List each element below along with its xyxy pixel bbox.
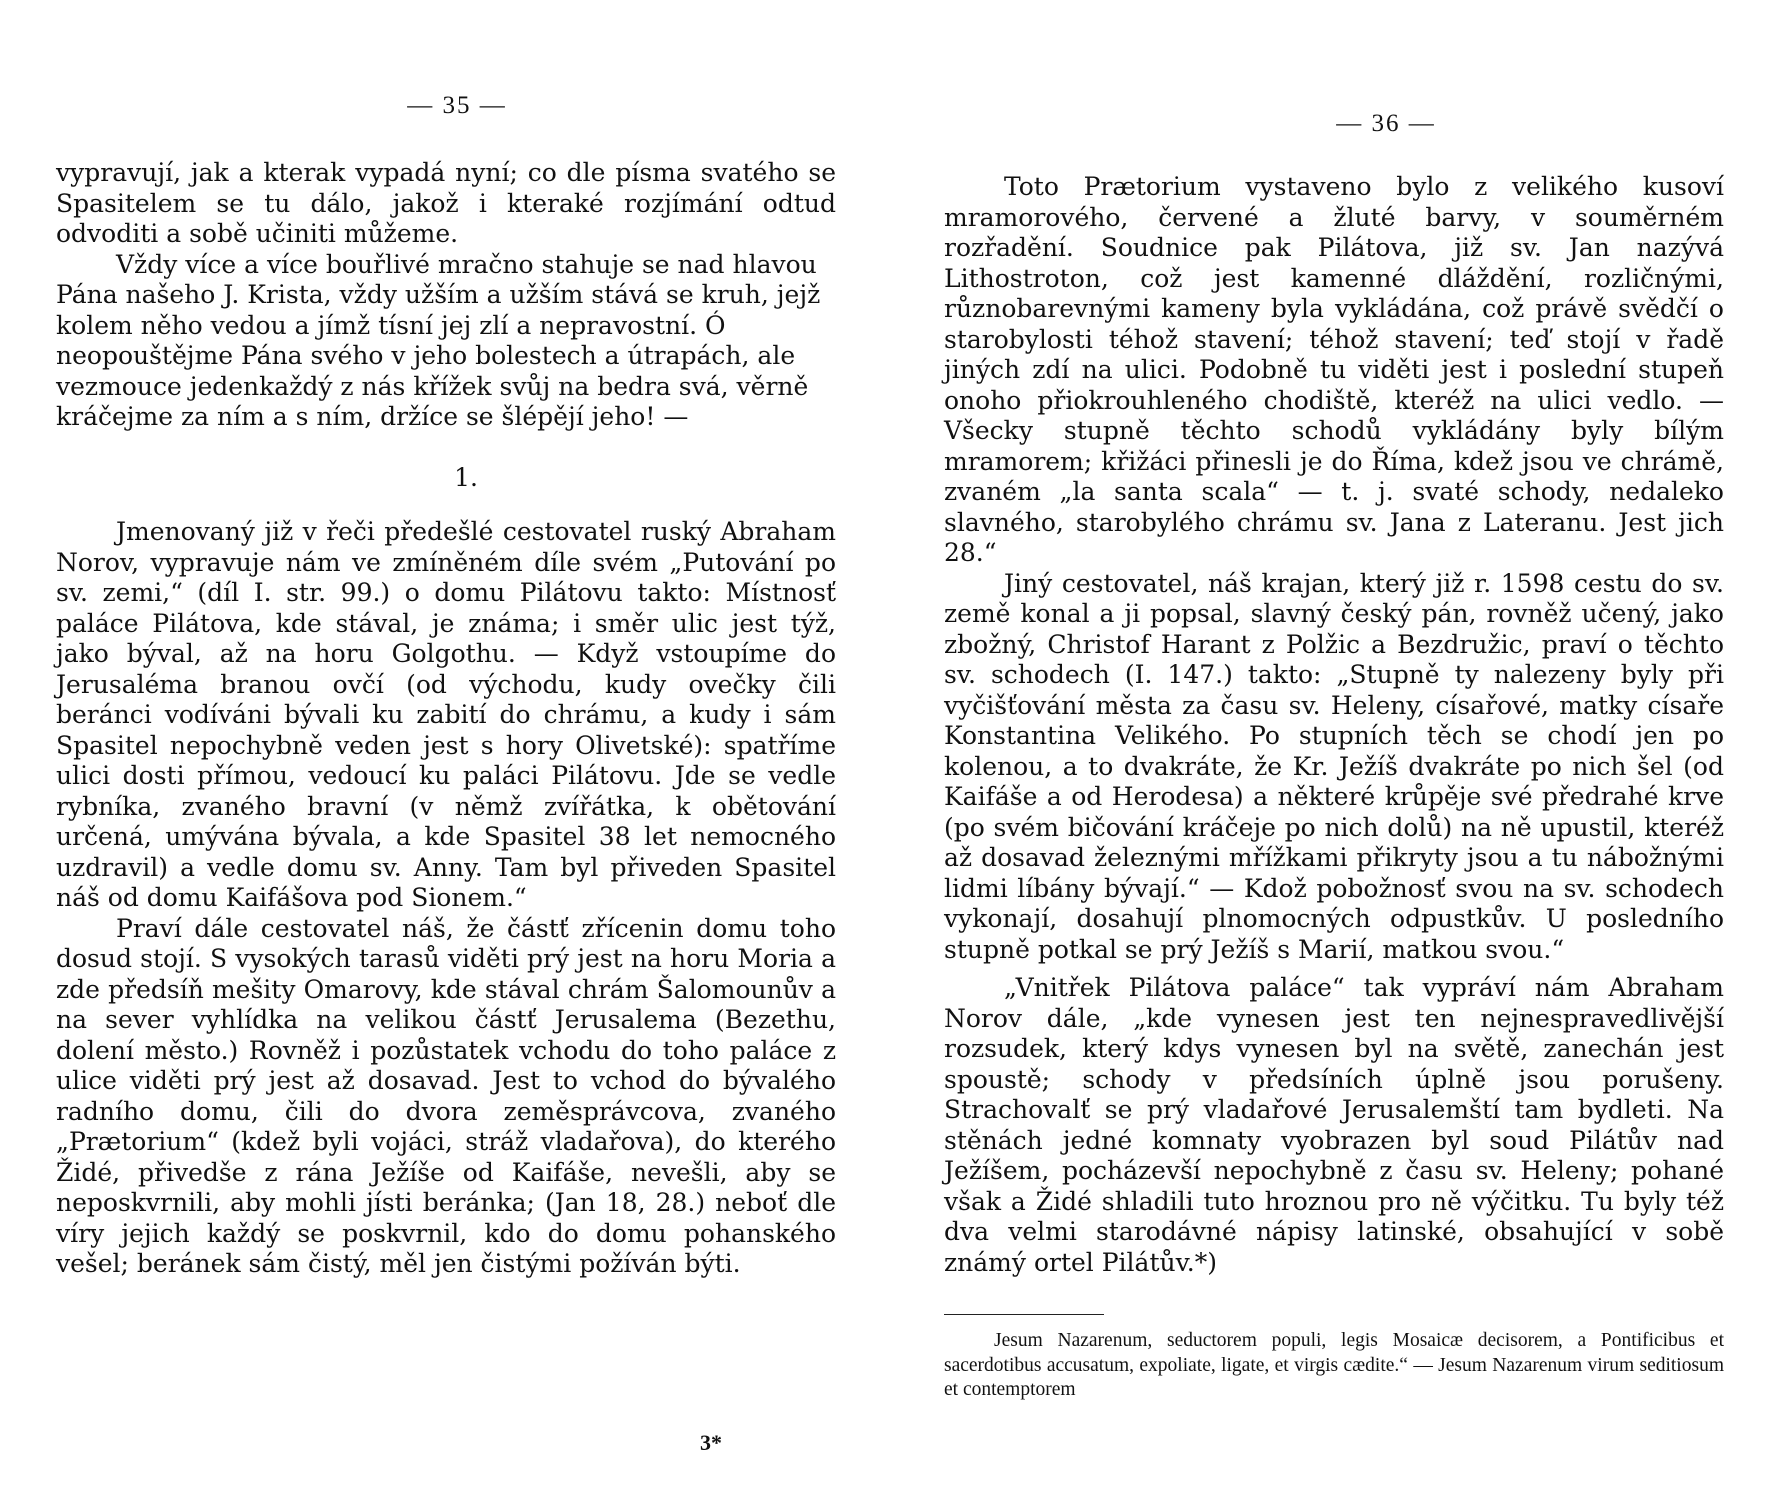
paragraph: „Vnitřek Pilátova paláce“ tak vypráví nám Abraham Norov dále, „kde vynesen jest ten nejnespravedlivější rozsudek, který kdys vynesen byl na světě, zanechán jest spoustě; schody v předsíních úplně jsou porušeny. Strachovalť se prý vladařové Jerusalemští tam bydleti. Na stěnách jedné komnaty vyobrazen byl soud Pilátův nad Ježíšem, pocházevší nepochybně z času sv. Heleny; pohané však a Židé shladili tuto hroznou pro ně výčitku. Tu byly též dva velmi starodávné nápisy latinské, obsahující v sobě známý ortel Pilátův.*)	[944, 973, 1724, 1277]
signature-mark: 3*	[700, 1430, 722, 1455]
footnote-rule	[944, 1314, 1104, 1315]
right-page	[884, 0, 1768, 1500]
section-number: 1.	[454, 462, 478, 492]
page-number: — 36 —	[1336, 110, 1436, 137]
paragraph: Praví dále cestovatel náš, že částť zřícenin domu toho dosud stojí. S vysokých tarasů viděti prý jest na horu Moria a zde předsíň mešity Omarovy, kde stával chrám Šalomounův a na sever vyhlídka na velikou částť Jerusalema (Bezethu, dolení město.) Rovněž i pozůstatek vchodu do toho paláce z ulice viděti prý jest až dosavad. Jest to vchod do bývalého radního domu, čili do dvora zeměsprávcova, zvaného „Prætorium“ (kdež byli vojáci, stráž vladařova), do kterého Židé, přivedše z rána Ježíše od Kaifáše, nevešli, aby se neposkvrnili, aby mohli jísti beránka; (Jan 18, 28.) neboť dle víry jejich každý se poskvrnil, kdo do domu pohanského vešel; beránek sám čistý, měl jen čistými požíván býti.	[56, 913, 836, 1278]
footnote-text: Jesum Nazarenum, seductorem populi, legis Mosaicæ decisorem, a Pontificibus et sacerdotibus accusatum, expoliate, ligate, et virgis cædite.“ — Jesum Nazarenum virum seditiosum et contemptorem	[944, 1330, 1724, 1400]
page-number: — 35 —	[407, 92, 507, 119]
paragraph: vypravují, jak a kterak vypadá nyní; co dle písma svatého se Spasitelem se tu dálo, jakož i kteraké rozjímání odtud odvoditi a sobě učiniti můžeme.	[56, 158, 836, 248]
paragraph: Jmenovaný již v řeči předešlé cestovatel ruský Abraham Norov, vypravuje nám ve zmíněném díle svém „Putování po sv. zemi,“ (díl I. str. 99.) o domu Pilátovu takto: Místnosť paláce Pilátova, kde stával, je známa; i směr ulic jest týž, jako býval, až na horu Golgothu. — Když vstoupíme do Jerusaléma branou ovčí (od východu, kudy ovečky čili beránci vodíváni bývali ku zabití do chrámu, a kudy i sám Spasitel nepochybně veden jest s hory Olivetské): spatříme ulici dosti přímou, vedoucí ku paláci Pilátovu. Jde se vedle rybníka, zvaného bravní (v němž zvířátka, k obětování určená, umývána bývala, a kde Spasitel 38 let nemocného uzdravil) a vedle domu sv. Anny. Tam byl přiveden Spasitel náš od domu Kaifášova pod Sionem.“	[56, 517, 836, 912]
right-page-text	[944, 172, 1724, 1403]
paragraph: Jiný cestovatel, náš krajan, který již r. 1598 cestu do sv. země konal a ji popsal, slavný český pán, rovněž učený, jako zbožný, Christof Harant z Polžic a Bezdružic, praví o těchto sv. schodech (I. 147.) takto: „Stupně ty nalezeny byly při vyčišťování města za času sv. Heleny, císařové, matky císaře Konstantina Velikého. Po stupních těch se chodí jen po kolenou, a to dvakráte, že Kr. Ježíš dvakráte po nich šel (od Kaifáše a od Herodesa) a některé krůpěje své předrahé krve (po svém bičování kráčeje po nich dolů) na ně upustil, kteréž až dosavad železnými mřížkami přikryty jsou a tu nábožnými lidmi líbány bývají.“ — Kdož pobožnosť svou na sv. schodech vykonají, dosahují plnomocných odpustkův. U posledního stupně potkal se prý Ježíš s Marií, matkou svou.“	[944, 568, 1724, 964]
left-page-text	[56, 158, 836, 1280]
paragraph: Toto Prætorium vystaveno bylo z velikého kusoví mramorového, červené a žluté barvy, v souměrném rozřadění. Soudnice pak Pilátova, již sv. Jan nazývá Lithostroton, což jest kamenné dláždění, rozličnými, různobarevnými kameny byla vykládána, což právě svědčí o starobylosti téhož stavení; téhož stavení; teď stojí v řadě jiných zdí na ulici. Podobně tu viděti jest i poslední stupeň onoho přiokrouhleného chodiště, kteréž na ulici vedlo. — Všecky stupně těchto schodů vykládány byly bílým mramorem; křižáci přinesli je do Říma, kdež jsou ve chrámě, zvaném „la santa scala“ — t. j. svaté schody, nedaleko slavného, starobylého chrámu sv. Jana z Lateranu. Jest jich 28.“	[944, 172, 1724, 567]
footnote	[944, 1329, 1724, 1403]
paragraph: Vždy více a více bouřlivé mračno stahuje se nad hlavou Pána našeho J. Krista, vždy užším a užším stává se kruh, jejž kolem něho vedou a jímž tísní jej zlí a nepravostní. Ó neopouštějme Pána svého v jeho bolestech a útrapách, ale vezmouce jedenkaždý z nás křížek svůj na bedra svá, věrně kráčejme za ním a s ním, držíce se šlépějí jeho! —	[56, 249, 821, 431]
